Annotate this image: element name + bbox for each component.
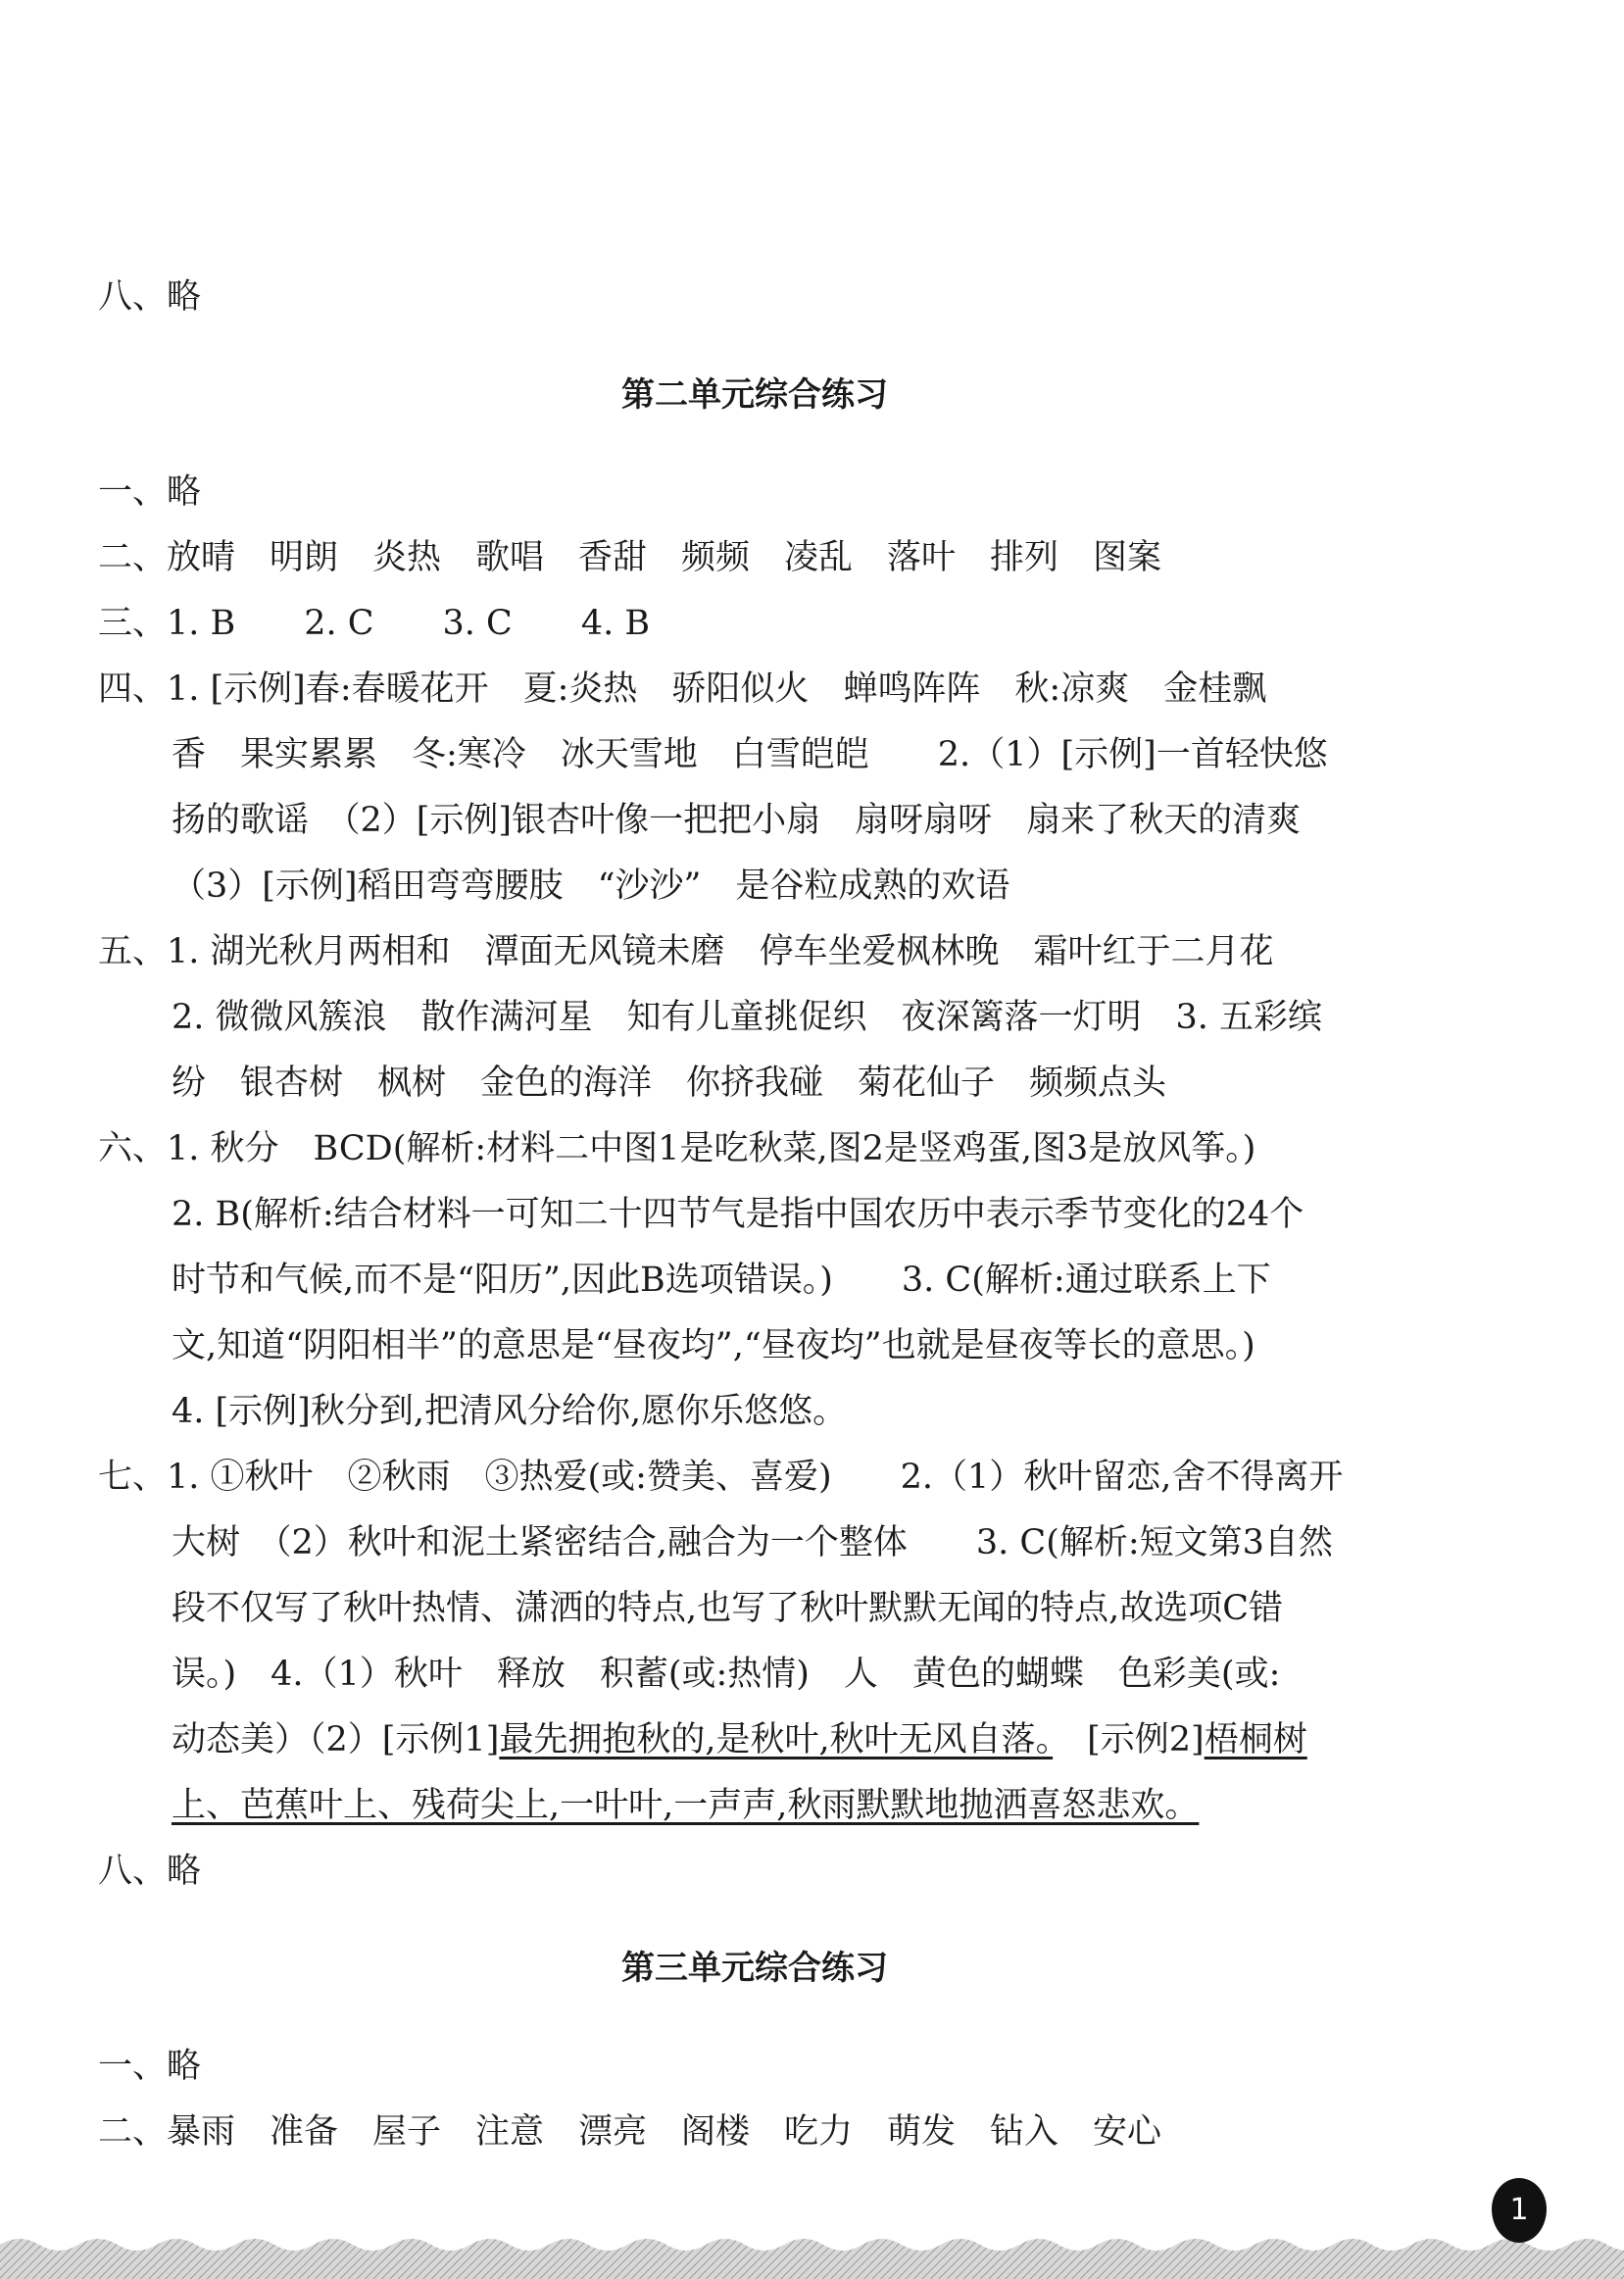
unit3-title: 第三单元综合练习 xyxy=(621,1949,888,1988)
answer-line: 二、暴雨 准备 屋子 注意 漂亮 阁楼 吃力 萌发 钻入 安心 xyxy=(98,2112,1162,2152)
answer-line: 三、1. B 2. C 3. C 4. B xyxy=(98,604,651,643)
answer-line: 4. [示例]秋分到,把清风分给你,愿你乐悠悠。 xyxy=(172,1392,848,1431)
answer-line: 扬的歌谣 （2）[示例]银杏叶像一把把小扇 扇呀扇呀 扇来了秋天的清爽 xyxy=(172,801,1302,840)
underlined-answer: 最先拥抱秋的,是秋叶,秋叶无风自落。 xyxy=(499,1720,1054,1759)
wave-footer-decoration xyxy=(0,2186,1624,2279)
answer-line: 二、放晴 明朗 炎热 歌唱 香甜 频频 凌乱 落叶 排列 图案 xyxy=(98,538,1162,577)
answer-line: 七、1. ①秋叶 ②秋雨 ③热爱(或:赞美、喜爱) 2.（1）秋叶留恋,舍不得离开 xyxy=(98,1458,1344,1497)
unit2-title: 第二单元综合练习 xyxy=(621,375,888,415)
answer-text: 动态美）（2）[示例1] xyxy=(172,1720,500,1759)
answer-line: 纷 银杏树 枫树 金色的海洋 你挤我碰 菊花仙子 频频点头 xyxy=(172,1064,1167,1103)
answer-line: 段不仅写了秋叶热情、潇洒的特点,也写了秋叶默默无闻的特点,故选项C错 xyxy=(172,1589,1284,1628)
answer-line: 八、略 xyxy=(98,1852,202,1891)
underlined-answer: 上、芭蕉叶上、残荷尖上,一叶叶,一声声,秋雨默默地抛洒喜怒悲欢。 xyxy=(172,1786,1200,1825)
answer-line: 四、1. [示例]春:春暖花开 夏:炎热 骄阳似火 蝉鸣阵阵 秋:凉爽 金桂飘 xyxy=(98,669,1267,709)
underlined-answer: 梧桐树 xyxy=(1204,1720,1307,1759)
answer-line xyxy=(172,1715,1307,1764)
answer-line: 一、略 xyxy=(98,2047,202,2086)
answer-line: 六、1. 秋分 BCD(解析:材料二中图1是吃秋菜,图2是竖鸡蛋,图3是放风筝。) xyxy=(98,1129,1256,1168)
answer-line: 误。) 4.（1）秋叶 释放 积蓄(或:热情) 人 黄色的蝴蝶 色彩美(或: xyxy=(172,1655,1281,1694)
answer-line: 2. 微微风簇浪 散作满河星 知有儿童挑促织 夜深篱落一灯明 3. 五彩缤 xyxy=(172,998,1323,1037)
answer-text: [示例2] xyxy=(1053,1720,1205,1759)
answer-line: 文,知道“阴阳相半”的意思是“昼夜均”,“昼夜均”也就是昼夜等长的意思。) xyxy=(172,1326,1255,1365)
answer-line: 八、略 xyxy=(98,277,202,317)
answer-line: 大树 （2）秋叶和泥土紧密结合,融合为一个整体 3. C(解析:短文第3自然 xyxy=(172,1523,1333,1562)
page-number-badge: 1 xyxy=(1492,2178,1547,2243)
answer-line: （3）[示例]稻田弯弯腰肢 “沙沙” 是谷粒成熟的欢语 xyxy=(172,867,1010,906)
answer-line: 2. B(解析:结合材料一可知二十四节气是指中国农历中表示季节变化的24个 xyxy=(172,1195,1304,1234)
answer-line: 一、略 xyxy=(98,472,202,512)
answer-line: 时节和气候,而不是“阳历”,因此B选项错误。) 3. C(解析:通过联系上下 xyxy=(172,1261,1271,1300)
answer-line: 五、1. 湖光秋月两相和 潭面无风镜未磨 停车坐爱枫林晚 霜叶红于二月花 xyxy=(98,932,1274,971)
answer-line: 香 果实累累 冬:寒冷 冰天雪地 白雪皑皑 2.（1）[示例]一首轻快悠 xyxy=(172,735,1328,774)
